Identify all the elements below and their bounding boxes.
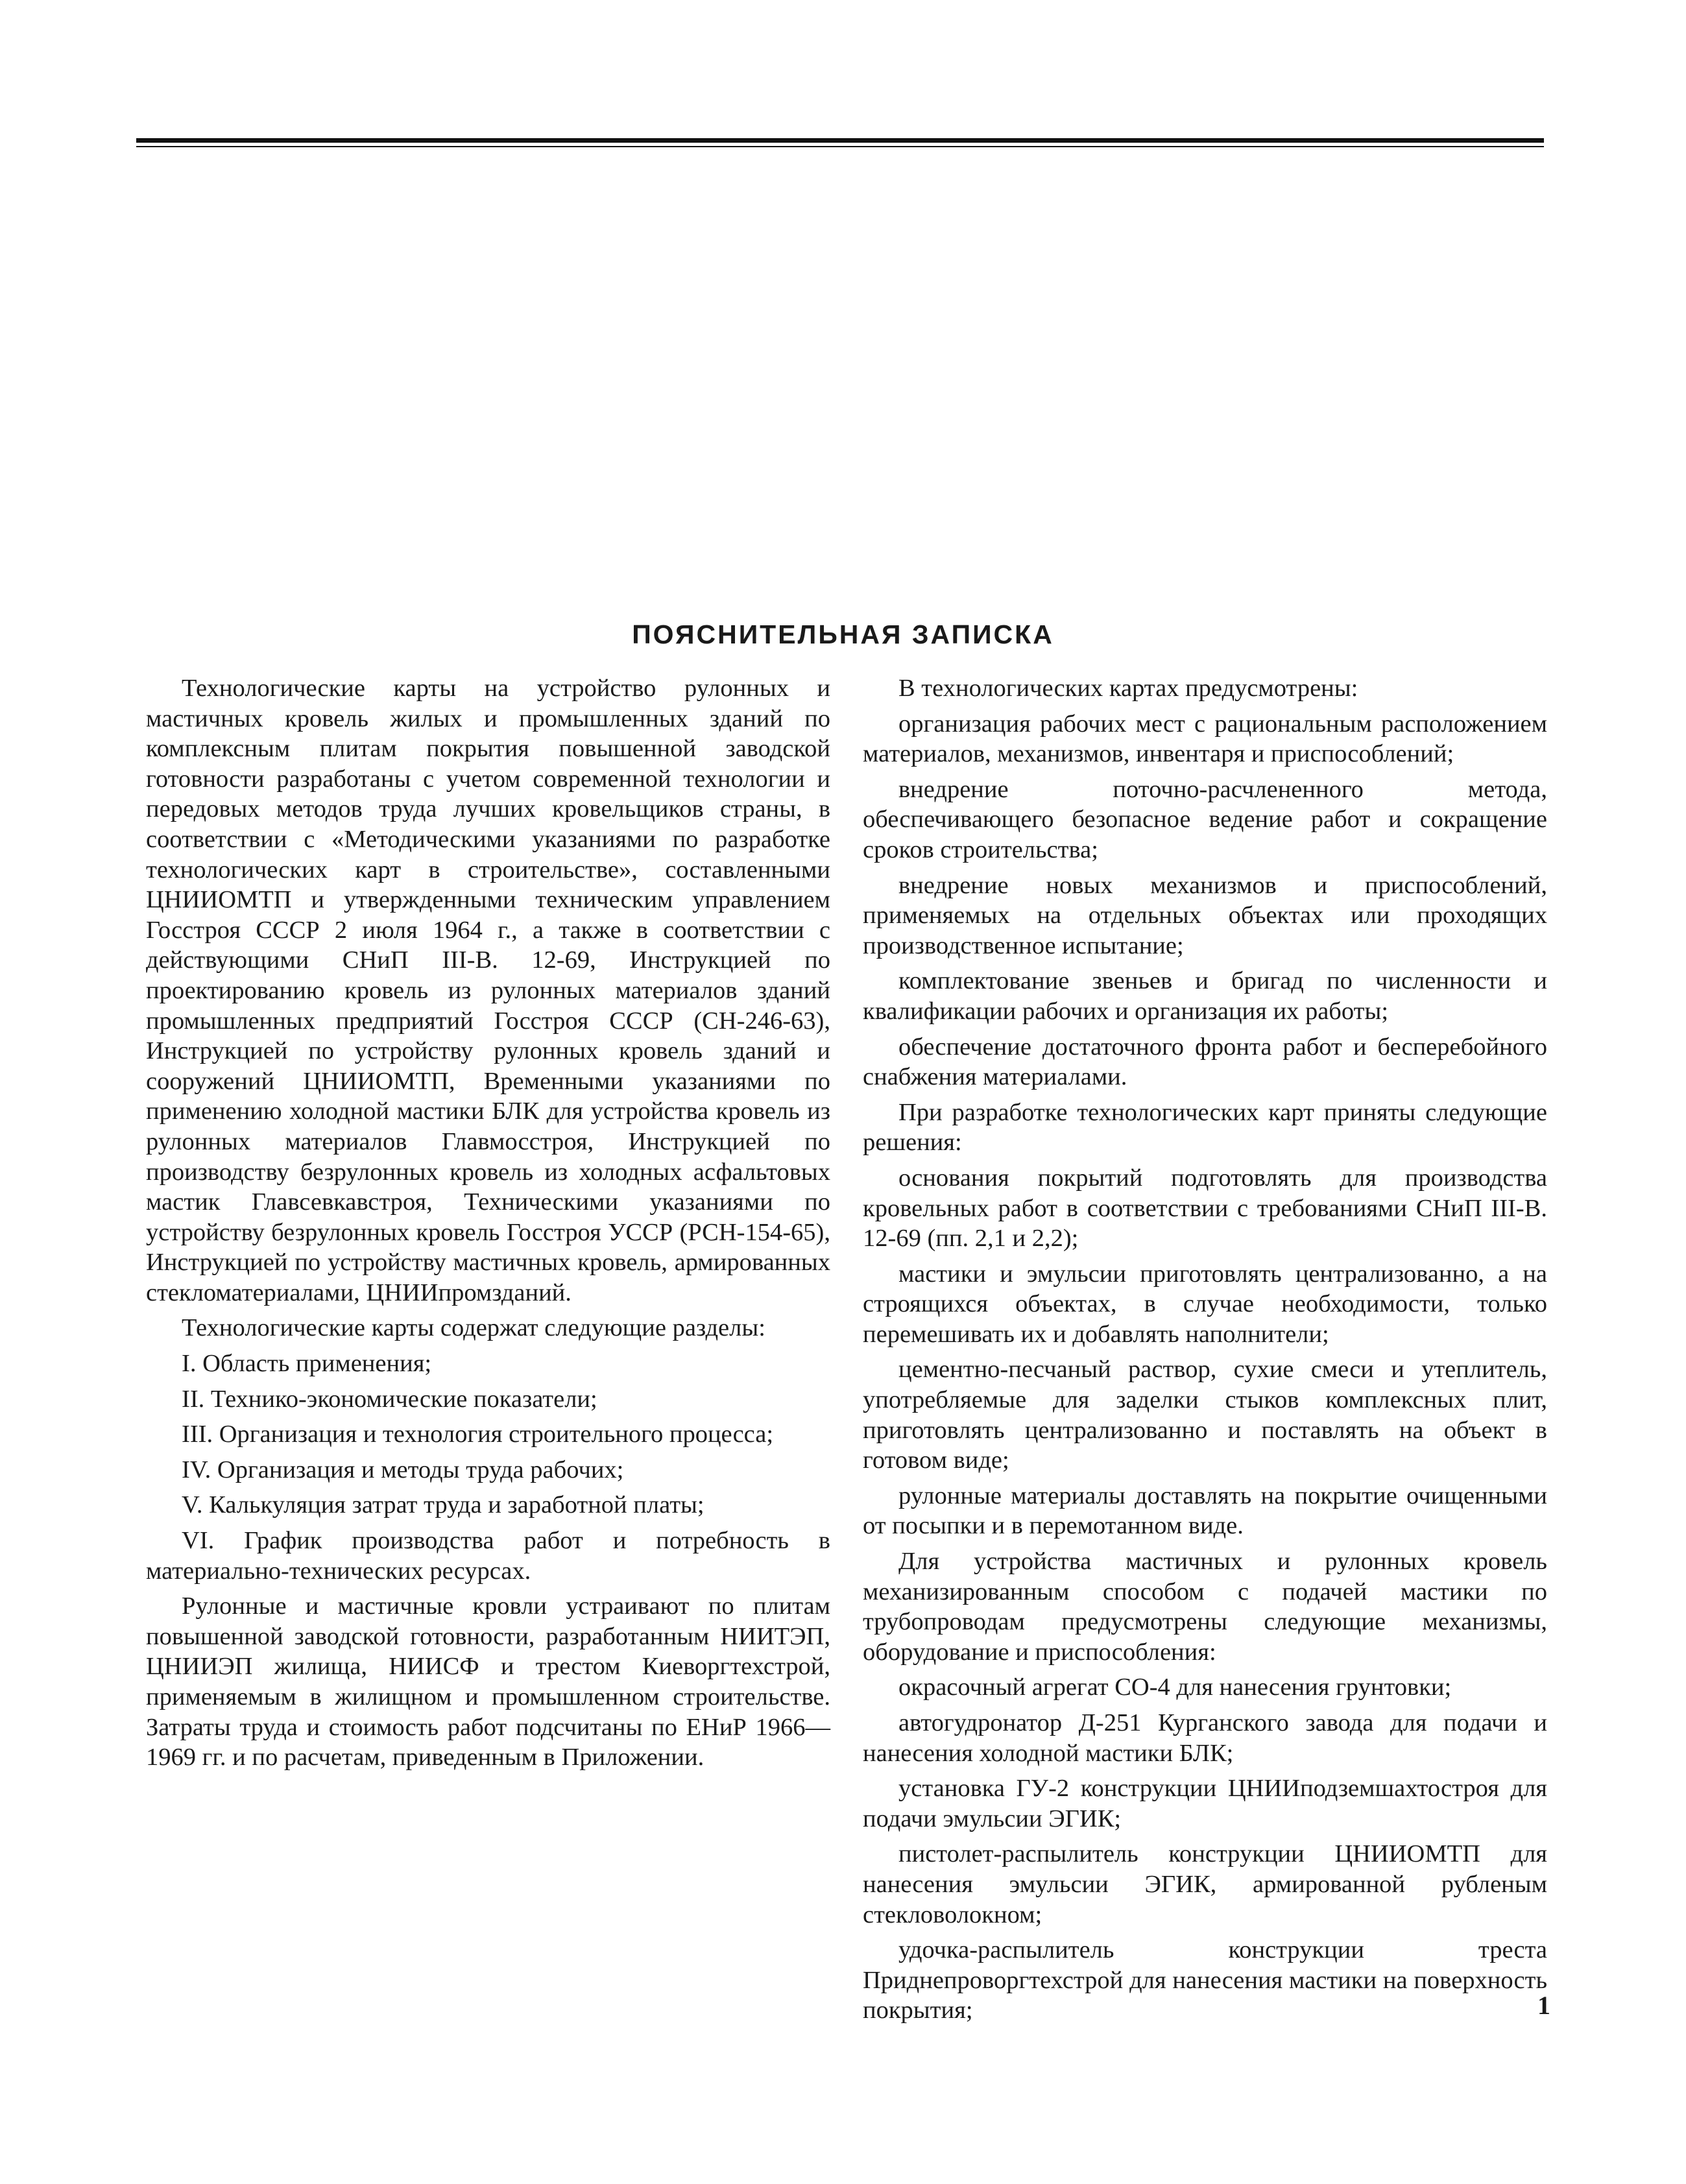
right-paragraph-10: цементно-песчаный раствор, сухие смеси и утеплитель, употребляемые для заделки стыков комплексных плит, приготовлять централизованно и поставлять на объект в готовом виде; bbox=[863, 1356, 1547, 1474]
section-item-1: I. Область применения; bbox=[182, 1350, 432, 1378]
right-paragraph-17: удочка-распылитель конструкции треста Приднепроворгтехстрой для нанесения мастики на поверхность покрытия; bbox=[863, 1936, 1547, 2024]
right-paragraph-1: В технологических картах предусмотрены: bbox=[898, 675, 1358, 702]
right-paragraph-3: внедрение поточно-расчлененного метода, обеспечивающего безопасное ведение работ и сокращение сроков строительства; bbox=[863, 775, 1547, 863]
right-paragraph-15: установка ГУ-2 конструкции ЦНИИподземшахтостроя для подачи эмульсии ЭГИК; bbox=[863, 1775, 1547, 1832]
right-paragraph-5: комплектование звеньев и бригад по численности и квалификации рабочих и организация их работы; bbox=[863, 967, 1547, 1025]
right-column bbox=[863, 673, 1547, 2031]
right-paragraph-4: внедрение новых механизмов и приспособлений, применяемых на отдельных объектах или проходящих производственное испытание; bbox=[863, 871, 1547, 959]
right-paragraph-12: Для устройства мастичных и рулонных кровель механизированным способом с подачей мастики по трубопроводам предусмотрены следующие механизмы, оборудование и приспособления: bbox=[863, 1548, 1547, 1666]
right-paragraph-14: автогудронатор Д-251 Курганского завода для подачи и нанесения холодной мастики БЛК; bbox=[863, 1709, 1547, 1767]
right-paragraph-16: пистолет-распылитель конструкции ЦНИИОМТП для нанесения эмульсии ЭГИК, армированной рубленым стекловолокном; bbox=[863, 1840, 1547, 1928]
right-paragraph-2: организация рабочих мест с рациональным расположением материалов, механизмов, инвентаря и приспособлений; bbox=[863, 710, 1547, 768]
section-item-6: VI. График производства работ и потребность в материально-технических ресурсах. bbox=[146, 1527, 830, 1585]
right-paragraph-9: мастики и эмульсии приготовлять централизованно, а на строящихся объектах, в случае необходимости, только перемешивать их и добавлять наполнители; bbox=[863, 1260, 1547, 1348]
roofing-paragraph: Рулонные и мастичные кровли устраивают по плитам повышенной заводской готовности, разработанным НИИТЭП, ЦНИИЭП жилища, НИИСФ и трестом Киеворгтехстрой, применяемым в жилищном и промышленном строительстве. Затраты труда и стоимость работ подсчитаны по ЕНиР 1966—1969 гг. и по расчетам, приведенным в Приложении. bbox=[146, 1592, 830, 1771]
right-paragraph-8: основания покрытий подготовлять для производства кровельных работ в соответствии с требованиями СНиП III-В. 12-69 (пп. 2,1 и 2,2); bbox=[863, 1164, 1547, 1253]
section-item-4: IV. Организация и методы труда рабочих; bbox=[182, 1456, 624, 1483]
section-item-3: III. Организация и технология строительного процесса; bbox=[182, 1421, 774, 1448]
left-column bbox=[146, 673, 830, 1778]
header-rule-thin bbox=[136, 146, 1544, 147]
right-paragraph-11: рулонные материалы доставлять на покрытие очищенными от посыпки и в перемотанном виде. bbox=[863, 1482, 1547, 1540]
section-item-5: V. Калькуляция затрат труда и заработной платы; bbox=[182, 1491, 705, 1519]
right-paragraph-6: обеспечение достаточного фронта работ и бесперебойного снабжения материалами. bbox=[863, 1033, 1547, 1091]
header-rule-thick bbox=[136, 138, 1544, 143]
page-number: 1 bbox=[1537, 1991, 1550, 2020]
intro-paragraph: Технологические карты на устройство рулонных и мастичных кровель жилых и промышленных зданий по комплексным плитам покрытия повышенной заводской готовности разработаны с учетом современной технологии и передовых методов труда лучших кровельщиков страны, в соответствии с «Методическими указаниями по разработке технологических карт в строительстве», составленными ЦНИИОМТП и утвержденными техническим управлением Госстроя СССР 2 июля 1964 г., а также в соответствии с действующими СНиП III-В. 12-69, Инструкцией по проектированию кровель из рулонных материалов зданий промышленных предприятий Госстроя СССР (СН-246-63), Инструкцией по устройству рулонных кровель зданий и сооружений ЦНИИОМТП, Временными указаниями по применению холодной мастики БЛК для устройства кровель из рулонных материалов Главмосстроя, Инструкцией по производству безрулонных кровель из холодных асфальтовых мастик Главсевкавстроя, Техническими указаниями по устройству безрулонных кровель Госстроя УССР (РСН-154-65), Инструкцией по устройству мастичных кровель, армированных стекломатериалами, ЦНИИпромзданий. bbox=[146, 675, 830, 1306]
right-paragraph-13: окрасочный агрегат СО-4 для нанесения грунтовки; bbox=[898, 1674, 1452, 1701]
page-title: ПОЯСНИТЕЛЬНАЯ ЗАПИСКА bbox=[632, 619, 1054, 649]
right-paragraph-7: При разработке технологических карт приняты следующие решения: bbox=[863, 1098, 1547, 1157]
sections-intro: Технологические карты содержат следующие разделы: bbox=[182, 1314, 765, 1342]
section-item-2: II. Технико-экономические показатели; bbox=[182, 1385, 597, 1413]
